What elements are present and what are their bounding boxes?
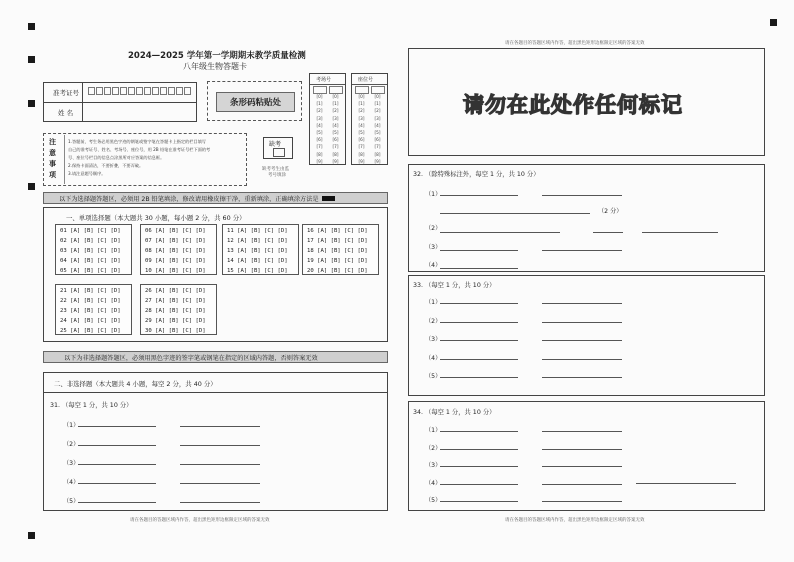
info-vdivider xyxy=(82,83,83,121)
q34-answer-line[interactable] xyxy=(542,501,622,502)
absent-note-1: 缺考考生由监 xyxy=(262,167,289,172)
fill-instruction-text: 以下为选择题答题区，必须用 2B 铅笔填涂，修改请用橡皮擦干净，重新填涂，正确填涂方法是 xyxy=(59,195,319,203)
q32-answer-line[interactable] xyxy=(542,195,622,196)
digit-bubble[interactable]: [6] xyxy=(374,137,381,143)
exam-title: 2024—2025 学年第一学期期末教学质量检测 xyxy=(128,51,306,61)
choice-question-row[interactable]: 21 [A] [B] [C] [D] xyxy=(60,288,121,294)
digit-bubble[interactable]: [3] xyxy=(358,115,365,121)
digit-bubble[interactable]: [7] xyxy=(374,144,381,150)
q33-answer-line[interactable] xyxy=(440,359,518,360)
q31-answer-line[interactable] xyxy=(78,426,156,427)
exam-room-digits-col1 xyxy=(312,93,327,165)
exam-room-digits-col2 xyxy=(328,93,343,165)
q34-label-2: （2） xyxy=(425,444,442,452)
choice-question-row[interactable]: 20 [A] [B] [C] [D] xyxy=(307,268,368,274)
digit-bubble[interactable]: [9] xyxy=(358,158,365,164)
q31-label-3: （3） xyxy=(63,460,80,467)
q31-answer-line[interactable] xyxy=(78,464,156,465)
digit-bubble[interactable]: [2] xyxy=(374,108,381,114)
q32-special-score: （2 分） xyxy=(598,208,623,215)
choice-question-row[interactable]: 25 [A] [B] [C] [D] xyxy=(60,328,121,334)
choice-group-5 xyxy=(55,284,132,335)
no-mark-area xyxy=(408,48,765,156)
q34-answer-line[interactable] xyxy=(440,484,518,485)
position-mark-top-right xyxy=(770,19,777,26)
q31-answer-line[interactable] xyxy=(78,445,156,446)
barcode-label: 条形码粘贴处 xyxy=(229,98,281,108)
q34-answer-line[interactable] xyxy=(542,431,622,432)
q32-answer-line[interactable] xyxy=(642,232,718,233)
q34-box xyxy=(408,401,765,511)
q32-answer-line[interactable] xyxy=(542,250,622,251)
card-subtitle: 八年级生物答题卡 xyxy=(183,62,247,71)
q34-label-1: （1） xyxy=(425,427,442,434)
digit-bubble[interactable]: [3] xyxy=(374,115,381,121)
choice-question-row[interactable]: 09 [A] [B] [C] [D] xyxy=(145,258,206,264)
choice-group-3 xyxy=(222,224,299,275)
digit-bubble[interactable]: [2] xyxy=(358,108,365,114)
q33-answer-line[interactable] xyxy=(542,322,622,323)
digit-bubble[interactable]: [3] xyxy=(332,115,339,121)
digit-bubble[interactable]: [7] xyxy=(358,144,365,150)
digit-bubble[interactable]: [4] xyxy=(316,122,323,128)
q31-answer-line[interactable] xyxy=(78,483,156,484)
q31-answer-line[interactable] xyxy=(78,502,156,503)
q33-answer-line[interactable] xyxy=(542,359,622,360)
digit-bubble[interactable]: [8] xyxy=(374,151,381,157)
choice-question-row[interactable]: 01 [A] [B] [C] [D] xyxy=(60,228,121,234)
notice-box xyxy=(43,133,247,186)
q34-answer-line[interactable] xyxy=(542,449,622,450)
q33-answer-line[interactable] xyxy=(440,340,518,341)
q32-label-4: （4） xyxy=(425,262,442,269)
q33-answer-line[interactable] xyxy=(542,340,622,341)
q34-label-3: （3） xyxy=(425,462,442,469)
fill-instruction-bar xyxy=(43,192,388,204)
q33-label-4: （4） xyxy=(425,354,442,362)
exam-id-label: 准考证号 xyxy=(53,89,79,97)
q33-answer-line[interactable] xyxy=(440,303,518,304)
no-mark-text: 请勿在此处作任何标记 xyxy=(463,93,683,117)
choice-question-row[interactable]: 19 [A] [B] [C] [D] xyxy=(307,258,368,264)
q31-answer-line[interactable] xyxy=(180,464,260,465)
q33-answer-line[interactable] xyxy=(440,377,518,378)
absent-label: 缺考 xyxy=(269,141,282,148)
digit-bubble[interactable]: [2] xyxy=(316,108,323,114)
q34-label-5: （5） xyxy=(425,497,442,504)
digit-bubble[interactable]: [7] xyxy=(316,144,323,150)
name-label: 姓 名 xyxy=(58,109,74,117)
q31-title: 31. （每空 1 分，共 10 分） xyxy=(50,402,133,409)
seat-label: 座位号 xyxy=(358,77,374,83)
seat-digits-col2 xyxy=(370,93,385,165)
q33-label-3: （3） xyxy=(425,336,442,343)
choice-question-row[interactable]: 08 [A] [B] [C] [D] xyxy=(145,248,206,254)
choice-question-row[interactable]: 12 [A] [B] [C] [D] xyxy=(227,238,288,244)
seat-grid[interactable] xyxy=(351,73,388,165)
q31-answer-line[interactable] xyxy=(180,502,260,503)
choice-question-row[interactable]: 23 [A] [B] [C] [D] xyxy=(60,308,121,314)
footer-right: 请在各题目的答题区域内作答，超出黑色矩形边框限定区域的答案无效 xyxy=(505,518,645,523)
q32-title: 32. （除特殊标注外，每空 1 分，共 10 分） xyxy=(413,171,540,178)
digit-bubble[interactable]: [2] xyxy=(332,108,339,114)
digit-bubble[interactable]: [9] xyxy=(374,158,381,164)
choice-question-row[interactable]: 02 [A] [B] [C] [D] xyxy=(60,238,121,244)
q32-answer-line[interactable] xyxy=(440,213,590,214)
q31-answer-line[interactable] xyxy=(180,483,260,484)
choice-question-row[interactable]: 03 [A] [B] [C] [D] xyxy=(60,248,121,254)
choice-question-row[interactable]: 26 [A] [B] [C] [D] xyxy=(145,288,206,294)
digit-bubble[interactable]: [1] xyxy=(358,101,365,107)
student-info-box xyxy=(43,82,197,122)
name-field[interactable] xyxy=(84,103,194,120)
q32-answer-line[interactable] xyxy=(440,232,560,233)
q32-answer-line[interactable] xyxy=(440,250,518,251)
q34-answer-line[interactable] xyxy=(440,449,518,450)
digit-bubble[interactable]: [0] xyxy=(316,94,323,99)
digit-bubble[interactable]: [1] xyxy=(332,101,339,107)
q34-answer-line[interactable] xyxy=(440,431,518,432)
section1-title: 一、单项选择题（本大题共 30 小题，每小题 2 分，共 60 分） xyxy=(66,214,246,222)
digit-bubble[interactable]: [1] xyxy=(316,101,323,107)
choice-group-2 xyxy=(140,224,217,275)
position-mark-top-left xyxy=(28,23,35,30)
choice-question-row[interactable]: 30 [A] [B] [C] [D] xyxy=(145,328,206,334)
q33-label-2: （2） xyxy=(425,317,442,325)
q31-label-2: （2） xyxy=(63,441,80,448)
digit-bubble[interactable]: [5] xyxy=(374,130,381,136)
q34-answer-line[interactable] xyxy=(636,483,736,484)
q34-label-4: （4） xyxy=(425,479,442,487)
position-mark-bottom-left xyxy=(28,532,35,539)
choice-question-row[interactable]: 07 [A] [B] [C] [D] xyxy=(145,238,206,244)
absent-note-2: 考号填涂 xyxy=(268,173,286,178)
digit-bubble[interactable]: [6] xyxy=(332,137,339,143)
digit-bubble[interactable]: [4] xyxy=(332,122,339,128)
q33-answer-line[interactable] xyxy=(542,303,622,304)
q32-answer-line[interactable] xyxy=(440,195,518,196)
seat-digits-col1 xyxy=(354,93,369,165)
digit-bubble[interactable]: [6] xyxy=(358,137,365,143)
q31-label-4: （4） xyxy=(63,479,80,486)
choice-question-row[interactable]: 15 [A] [B] [C] [D] xyxy=(227,268,288,274)
digit-bubble[interactable]: [0] xyxy=(332,94,339,99)
choice-question-row[interactable]: 27 [A] [B] [C] [D] xyxy=(145,298,206,304)
q34-answer-line[interactable] xyxy=(440,466,518,467)
q33-label-5: （5） xyxy=(425,373,442,380)
digit-bubble[interactable]: [5] xyxy=(332,130,339,136)
digit-bubble[interactable]: [7] xyxy=(332,144,339,150)
notice-side-label: 注 意 事 项 xyxy=(49,138,56,179)
choice-group-1 xyxy=(55,224,132,275)
q32-label-3: （3） xyxy=(425,244,442,251)
q33-label-1: （1） xyxy=(425,299,442,306)
choice-question-row[interactable]: 29 [A] [B] [C] [D] xyxy=(145,318,206,324)
digit-bubble[interactable]: [9] xyxy=(316,158,323,164)
q32-answer-line[interactable] xyxy=(440,268,518,269)
q31-label-5: （5） xyxy=(63,498,80,505)
digit-bubble[interactable]: [3] xyxy=(316,115,323,121)
digit-bubble[interactable]: [5] xyxy=(316,130,323,136)
digit-bubble[interactable]: [9] xyxy=(332,158,339,164)
choice-question-row[interactable]: 16 [A] [B] [C] [D] xyxy=(307,228,368,234)
section2-title: 二、非选择题（本大题共 4 小题，每空 2 分，共 40 分） xyxy=(54,380,217,388)
digit-bubble[interactable]: [4] xyxy=(358,122,365,128)
header-right-note: 请在各题目的答题区域内作答，超出黑色矩形边框限定区域的答案无效 xyxy=(505,41,645,46)
choice-question-row[interactable]: 04 [A] [B] [C] [D] xyxy=(60,258,121,264)
q33-title: 33. （每空 1 分，共 10 分） xyxy=(413,282,496,289)
digit-bubble[interactable]: [8] xyxy=(358,151,365,157)
q31-answer-line[interactable] xyxy=(180,445,260,446)
nonchoice-instruction-bar xyxy=(43,351,388,363)
choice-question-row[interactable]: 11 [A] [B] [C] [D] xyxy=(227,228,288,234)
barcode-area xyxy=(207,81,302,121)
position-mark-left-1 xyxy=(28,56,35,63)
q31-label-1: （1） xyxy=(63,422,80,429)
digit-bubble[interactable]: [8] xyxy=(316,151,323,157)
q34-answer-line[interactable] xyxy=(542,484,622,485)
filled-example-mark xyxy=(322,196,335,201)
choice-question-row[interactable]: 10 [A] [B] [C] [D] xyxy=(145,268,206,274)
q33-answer-line[interactable] xyxy=(440,322,518,323)
nonchoice-section-left xyxy=(43,372,388,511)
nonchoice-instruction-text: 以下为非选择题答题区，必须用黑色字迹的签字笔或钢笔在指定的区域内答题，否则答案无效 xyxy=(64,354,318,362)
q34-answer-line[interactable] xyxy=(440,501,518,502)
q32-box xyxy=(408,164,765,272)
choice-question-row[interactable]: 24 [A] [B] [C] [D] xyxy=(60,318,121,324)
q32-answer-line[interactable] xyxy=(593,232,623,233)
footer-left: 请在各题目的答题区域内作答，超出黑色矩形边框限定区域的答案无效 xyxy=(130,518,270,523)
choice-question-row[interactable]: 28 [A] [B] [C] [D] xyxy=(145,308,206,314)
absent-box xyxy=(263,137,293,159)
digit-bubble[interactable]: [1] xyxy=(374,101,381,107)
digit-bubble[interactable]: [6] xyxy=(316,137,323,143)
choice-question-row[interactable]: 06 [A] [B] [C] [D] xyxy=(145,228,206,234)
position-mark-left-2 xyxy=(28,100,35,107)
choice-question-row[interactable]: 13 [A] [B] [C] [D] xyxy=(227,248,288,254)
absent-checkbox[interactable] xyxy=(273,148,285,157)
digit-bubble[interactable]: [0] xyxy=(358,94,365,99)
q34-answer-line[interactable] xyxy=(542,466,622,467)
digit-bubble[interactable]: [0] xyxy=(374,94,381,99)
digit-bubble[interactable]: [5] xyxy=(358,130,365,136)
choice-group-4 xyxy=(302,224,379,275)
position-mark-left-3 xyxy=(28,183,35,190)
digit-bubble[interactable]: [4] xyxy=(374,122,381,128)
choice-question-row[interactable]: 17 [A] [B] [C] [D] xyxy=(307,238,368,244)
notice-text: 1.答题前，考生务必用黑色字迹的钢笔或签字笔在答题卡上指定的栏目填写 自己的准考证号、姓名、考场号、座位号，用 2B 铅笔在准考证号栏下面的考 号、座位号栏目的信息点涂黑所对应答案的信息框。 2.保持卡面清洁，不要折叠，不要弄破。 3.请注意题号顺序。 xyxy=(68,139,211,176)
q31-answer-line[interactable] xyxy=(180,426,260,427)
q33-answer-line[interactable] xyxy=(542,377,622,378)
choice-question-row[interactable]: 14 [A] [B] [C] [D] xyxy=(227,258,288,264)
exam-room-grid[interactable] xyxy=(309,73,346,165)
choice-group-6 xyxy=(140,284,217,335)
q32-label-2: （2） xyxy=(425,225,442,232)
q34-title: 34. （每空 1 分，共 10 分） xyxy=(413,409,496,416)
choice-question-row[interactable]: 18 [A] [B] [C] [D] xyxy=(307,248,368,254)
choice-question-row[interactable]: 22 [A] [B] [C] [D] xyxy=(60,298,121,304)
choice-question-row[interactable]: 05 [A] [B] [C] [D] xyxy=(60,268,121,274)
digit-bubble[interactable]: [8] xyxy=(332,151,339,157)
exam-room-label: 考场号 xyxy=(316,77,332,83)
q32-label-1: （1） xyxy=(425,191,442,198)
